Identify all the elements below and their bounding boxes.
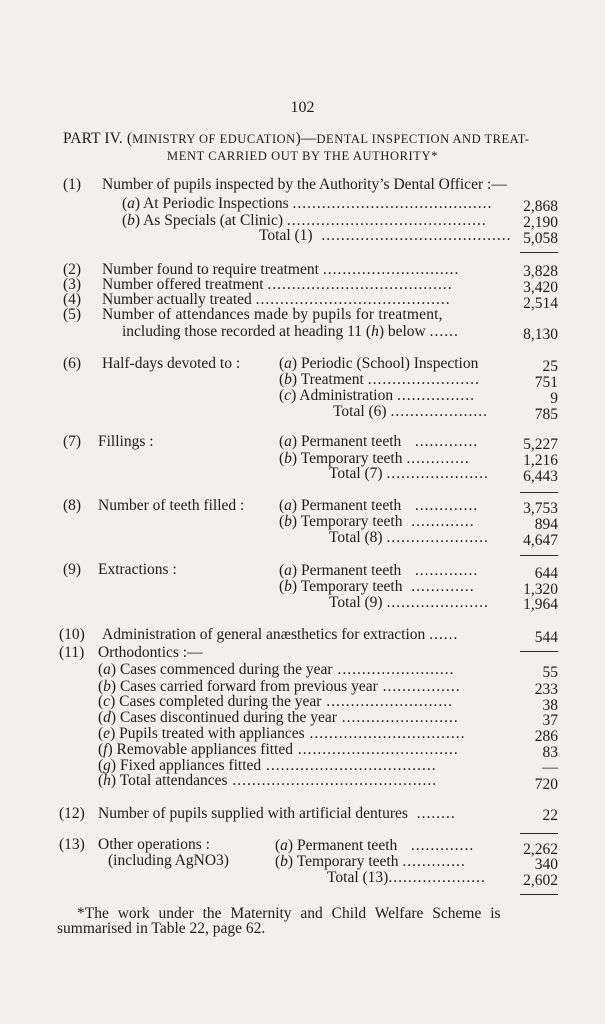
item-number: (10) xyxy=(59,626,85,643)
orthodontics-item: (d) Cases discontinued during the year ........................ xyxy=(98,709,459,726)
total-value: 2,602 xyxy=(523,872,558,889)
total-value: 785 xyxy=(534,406,558,423)
part-title-line2: MENT CARRIED OUT BY THE AUTHORITY* xyxy=(167,149,438,163)
item-text: Half-days devoted to : xyxy=(102,355,241,372)
orthodontics-value: 55 xyxy=(542,664,558,681)
orthodontics-item: (a) Cases commenced during the year ........................ xyxy=(98,661,455,678)
sub-item-label: (b) Temporary teeth ............. xyxy=(279,513,475,530)
item-number: (11) xyxy=(59,644,85,661)
value: 2,262 xyxy=(523,841,558,858)
page-number: 102 xyxy=(290,99,315,116)
divider xyxy=(520,555,558,556)
value: 1,320 xyxy=(523,581,558,598)
sub-item-label: (a) Permanent teeth ............. xyxy=(275,837,475,854)
value: 3,828 xyxy=(523,263,558,280)
total-value: 1,964 xyxy=(523,596,558,613)
title-dental: DENTAL INSPECTION AND TREAT- xyxy=(316,132,530,146)
orthodontics-value: 83 xyxy=(542,744,558,761)
sub-item-label: (a) Periodic (School) Inspection xyxy=(279,355,479,372)
item-text: Number of pupils supplied with artificial dentures ........ xyxy=(98,805,456,822)
item-number: (12) xyxy=(59,805,85,822)
value: 22 xyxy=(542,807,558,824)
value: 544 xyxy=(534,629,558,646)
value: 2,514 xyxy=(523,295,558,312)
total-value: 4,647 xyxy=(523,532,558,549)
orthodontics-value: 233 xyxy=(534,681,558,698)
value: 8,130 xyxy=(523,326,558,343)
item-text-cont: (including AgNO3) xyxy=(108,852,229,869)
item-number: (6) xyxy=(63,355,82,372)
item-number: (1) xyxy=(63,176,82,193)
footnote-line1: *The work under the Maternity and Child Welfare Scheme is xyxy=(77,905,501,922)
orthodontics-value: 38 xyxy=(542,697,558,714)
total-label: Total (9) ..................... xyxy=(329,594,489,611)
title-ministry: MINISTRY OF EDUCATION xyxy=(132,132,296,146)
part-title xyxy=(63,131,529,147)
item-number: (13) xyxy=(59,836,85,853)
orthodontics-value: 286 xyxy=(534,728,558,745)
orthodontics-value: — xyxy=(542,759,558,776)
divider xyxy=(520,492,558,493)
orthodontics-item: (e) Pupils treated with appliances ................................ xyxy=(98,725,466,742)
title-dash: )— xyxy=(295,130,317,147)
value: 5,227 xyxy=(523,436,558,453)
value: 644 xyxy=(534,565,558,582)
value: 894 xyxy=(534,516,558,533)
item-number: (4) xyxy=(63,291,82,308)
item-text: Number of attendances made by pupils for treatment, xyxy=(102,306,443,323)
value: 2,868 xyxy=(523,198,558,215)
divider xyxy=(520,252,558,253)
footnote-line2: summarised in Table 22, page 62. xyxy=(57,920,266,937)
total-label: Total (7) ..................... xyxy=(329,465,489,482)
total-value: 5,058 xyxy=(523,230,558,247)
sub-item-label: (b) Temporary teeth ............. xyxy=(279,450,470,467)
item-text: Other operations : xyxy=(98,836,210,853)
item-number: (5) xyxy=(63,306,82,323)
item-number: (8) xyxy=(63,497,82,514)
orthodontics-value: 720 xyxy=(534,776,558,793)
item-number: (7) xyxy=(63,433,82,450)
value: 3,753 xyxy=(523,500,558,517)
sub-item-label: (a) Permanent teeth ............. xyxy=(279,562,479,579)
orthodontics-item: (b) Cases carried forward from previous year ................ xyxy=(98,678,461,695)
sub-item-label: (a) Permanent teeth ............. xyxy=(279,497,479,514)
total-label: Total (13).................... xyxy=(327,869,486,886)
item-text: Orthodontics :— xyxy=(98,644,203,661)
divider xyxy=(520,833,558,834)
sub-item-label: (b) Treatment ....................... xyxy=(279,371,480,388)
value: 1,216 xyxy=(523,452,558,469)
value: 340 xyxy=(534,856,558,873)
value: 9 xyxy=(550,390,558,407)
divider xyxy=(520,894,558,895)
value: 3,420 xyxy=(523,279,558,296)
sub-item-label: (b) Temporary teeth ............. xyxy=(279,578,475,595)
value: 25 xyxy=(542,358,558,375)
orthodontics-item: (c) Cases completed during the year .......................... xyxy=(98,693,454,710)
orthodontics-value: 37 xyxy=(542,712,558,729)
item-number: (3) xyxy=(63,276,82,293)
sub-item-label: (b) As Specials (at Clinic) ......................................... xyxy=(122,212,487,229)
item-text: Number of teeth filled : xyxy=(98,497,245,514)
sub-item-label: (b) Temporary teeth ............. xyxy=(275,853,466,870)
orthodontics-item: (h) Total attendances .......................................... xyxy=(98,772,438,789)
item-text: Number of pupils inspected by the Authority’s Dental Officer :— xyxy=(102,176,507,193)
orthodontics-item: (f) Removable appliances fitted ................................. xyxy=(98,741,459,758)
orthodontics-item: (g) Fixed appliances fitted ................................... xyxy=(98,757,437,774)
value: 751 xyxy=(534,374,558,391)
title-part: PART IV. ( xyxy=(63,130,133,147)
item-text: Number found to require treatment ............................ xyxy=(102,261,460,278)
total-label: Total (6) .................... xyxy=(333,403,488,420)
item-text: Fillings : xyxy=(98,433,154,450)
item-number: (9) xyxy=(63,561,82,578)
item-text: Number actually treated ........................................ xyxy=(102,291,451,308)
item-text: Extractions : xyxy=(98,561,177,578)
total-label: Total (8) ..................... xyxy=(329,529,489,546)
sub-item-label: (a) Permanent teeth ............. xyxy=(279,433,479,450)
sub-item-label: (c) Administration ................ xyxy=(279,387,475,404)
total-value: 6,443 xyxy=(523,468,558,485)
item-text-cont: including those recorded at heading 11 (h) below ...... xyxy=(122,323,459,340)
value: 2,190 xyxy=(523,214,558,231)
item-text: Number offered treatment ...................................... xyxy=(102,276,453,293)
total-label: Total (1) ....................................... xyxy=(259,227,512,244)
item-number: (2) xyxy=(63,261,82,278)
item-text: Administration of general anæsthetics for extraction ...... xyxy=(102,626,459,643)
sub-item-label: (a) At Periodic Inspections ......................................... xyxy=(122,195,493,212)
divider xyxy=(520,651,558,652)
